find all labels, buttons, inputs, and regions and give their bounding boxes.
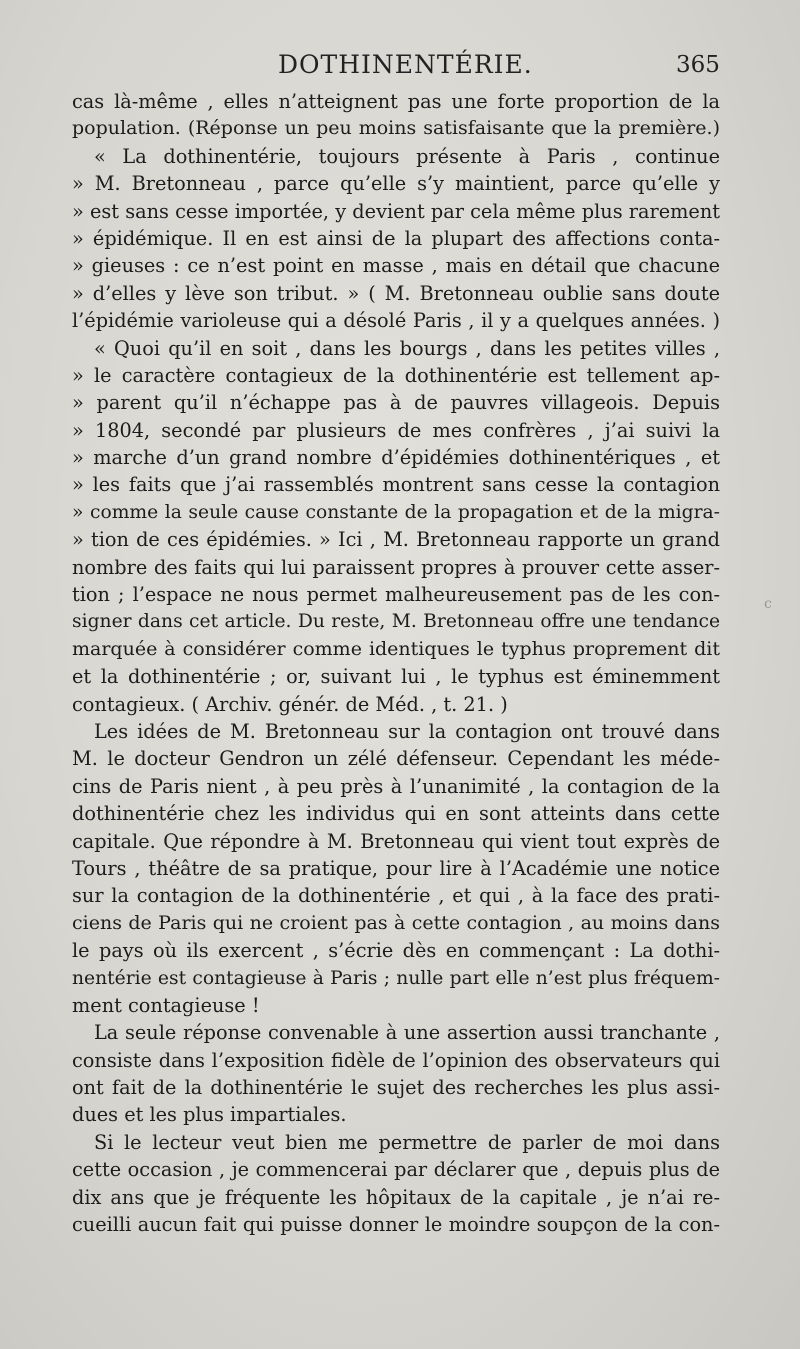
text-line: » comme la seule cause constante de la propagation et de la migra-	[72, 501, 720, 523]
text-line: l’épidémie varioleuse qui a désolé Paris , il y a quelques années. )	[72, 309, 720, 333]
text-line: marquée à considérer comme identiques le typhus proprement dit	[72, 637, 720, 660]
text-line: nentérie est contagieuse à Paris ; nulle part elle n’est plus fréquem-	[72, 967, 720, 989]
text-line: contagieux. ( Archiv. génér. de Méd. , t. 21. )	[72, 692, 508, 716]
text-line: cas là-même , elles n’atteignent pas une forte proportion de la	[72, 90, 720, 113]
text-line: ciens de Paris qui ne croient pas à cette contagion , au moins dans	[72, 911, 720, 934]
margin-mark: c	[764, 596, 772, 612]
text-line: dues et les plus impartiales.	[72, 1103, 347, 1127]
text-line: » marche d’un grand nombre d’épidémies dothinentériques , et	[72, 446, 720, 470]
running-title: DOTHINENTÉRIE.	[278, 50, 533, 79]
text-line: Si le lecteur veut bien me permettre de parler de moi dans	[94, 1130, 720, 1154]
text-line: » parent qu’il n’échappe pas à de pauvres villageois. Depuis	[72, 391, 720, 415]
text-line: » gieuses : ce n’est point en masse , mais en détail que chacune	[72, 254, 720, 278]
text-line: » 1804, secondé par plusieurs de mes confrères , j’ai suivi la	[72, 418, 720, 442]
body-text	[72, 88, 720, 1238]
text-line: » tion de ces épidémies. » Ici , M. Bretonneau rapporte un grand	[72, 528, 720, 552]
text-line: « Quoi qu’il en soit , dans les bourgs , dans les petites villes ,	[94, 336, 720, 360]
text-line: le pays où ils exercent , s’écrie dès en commençant : La dothi-	[72, 939, 720, 963]
text-line: La seule réponse convenable à une assertion aussi tranchante ,	[94, 1021, 720, 1045]
text-line: sur la contagion de la dothinentérie , et qui , à la face des prati-	[72, 884, 720, 908]
text-line: » les faits que j’ai rassemblés montrent sans cesse la contagion	[72, 473, 720, 497]
text-line: ment contagieuse !	[72, 993, 260, 1017]
page-header	[0, 50, 800, 90]
text-line: » d’elles y lève son tribut. » ( M. Bretonneau oublie sans doute	[72, 281, 720, 305]
text-line: tion ; l’espace ne nous permet malheureusement pas de les con-	[72, 583, 720, 607]
text-line: » le caractère contagieux de la dothinentérie est tellement ap-	[72, 363, 720, 387]
text-line: cins de Paris nient , à peu près à l’unanimité , la contagion de la	[72, 774, 720, 798]
text-line: » épidémique. Il en est ainsi de la plupart des affections conta-	[72, 226, 720, 250]
text-line: dothinentérie chez les individus qui en sont atteints dans cette	[72, 802, 720, 826]
text-line: M. le docteur Gendron un zélé défenseur. Cependant les méde-	[72, 747, 720, 771]
text-line: ont fait de la dothinentérie le sujet des recherches les plus assi-	[72, 1076, 720, 1100]
text-line: dix ans que je fréquente les hôpitaux de la capitale , je n’ai re-	[72, 1185, 720, 1209]
text-line: » est sans cesse importée, y devient par cela même plus rarement	[72, 199, 720, 223]
text-line: cueilli aucun fait qui puisse donner le moindre soupçon de la con-	[72, 1213, 720, 1237]
text-line: nombre des faits qui lui paraissent propres à prouver cette asser-	[72, 555, 720, 579]
text-line: et la dothinentérie ; or, suivant lui , le typhus est éminemment	[72, 665, 720, 689]
text-line: Tours , théâtre de sa pratique, pour lire à l’Académie une notice	[72, 856, 720, 880]
text-line: population. (Réponse un peu moins satisfaisante que la première.)	[72, 117, 720, 140]
text-line: « La dothinentérie, toujours présente à Paris , continue	[94, 144, 720, 168]
text-line: consiste dans l’exposition fidèle de l’opinion des observateurs qui	[72, 1048, 720, 1072]
page-number: 365	[676, 52, 720, 78]
text-line: signer dans cet article. Du reste, M. Bretonneau offre une tendance	[72, 611, 720, 633]
text-line: cette occasion , je commencerai par déclarer que , depuis plus de	[72, 1158, 720, 1182]
text-line: » M. Bretonneau , parce qu’elle s’y maintient, parce qu’elle y	[72, 172, 720, 196]
text-line: Les idées de M. Bretonneau sur la contagion ont trouvé dans	[94, 719, 720, 743]
text-line: capitale. Que répondre à M. Bretonneau qui vient tout exprès de	[72, 829, 720, 853]
